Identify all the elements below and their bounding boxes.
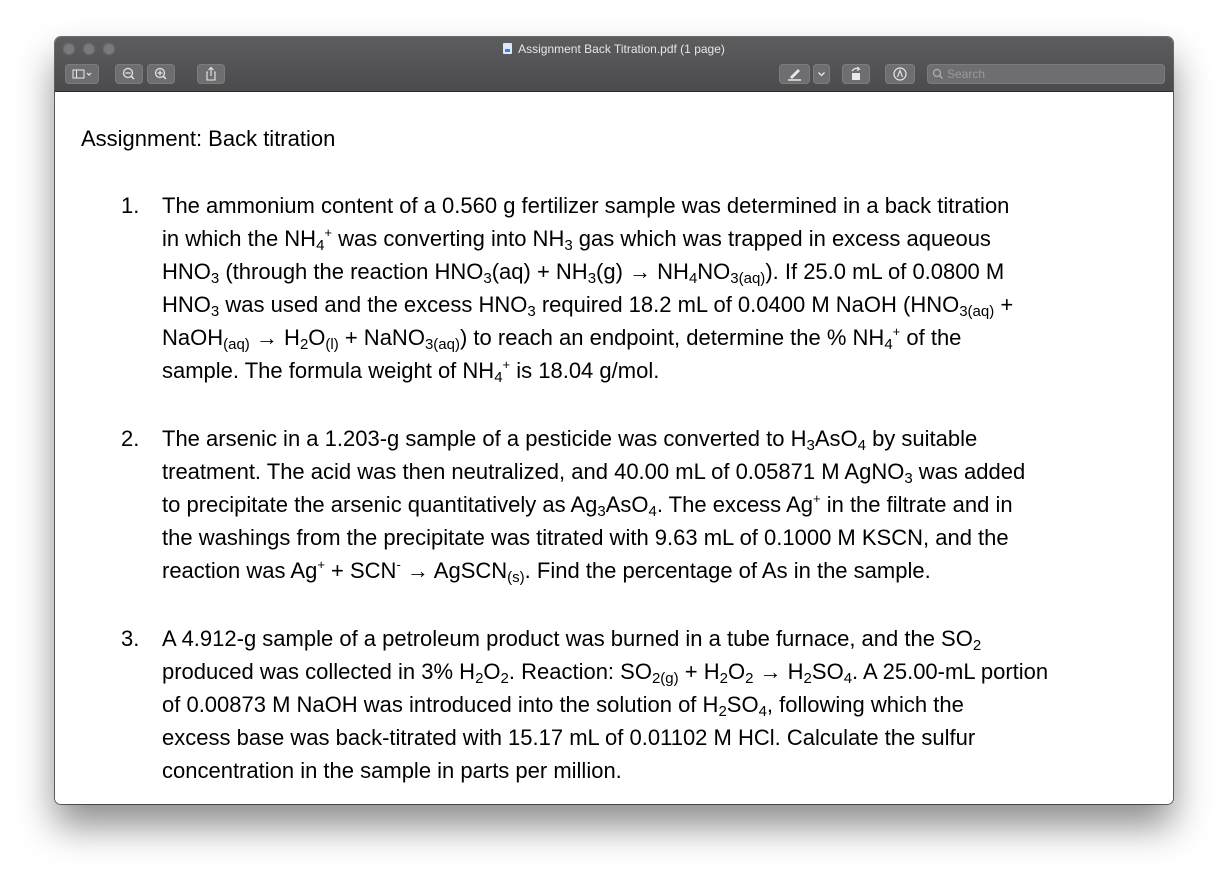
text-run: treatment. The acid was then neutralized, and 40.00 mL of 0.05871 M AgNO <box>162 459 905 484</box>
question-number: 1. <box>121 193 140 218</box>
search-field[interactable] <box>927 64 1165 84</box>
question-line <box>162 754 1161 787</box>
text-run: (aq) <box>223 336 250 353</box>
text-run: the washings from the precipitate was titrated with 9.63 mL of 0.1000 M KSCN, and the <box>162 525 1009 550</box>
markup-dropdown-button[interactable] <box>813 64 830 84</box>
text-run: SO <box>811 659 844 684</box>
text-run: 3(aq) <box>730 270 766 287</box>
text-run: 3 <box>210 303 220 320</box>
text-run: - <box>396 557 401 572</box>
text-run: + H <box>678 659 720 684</box>
text-run: The ammonium content of a 0.560 g fertilizer sample was determined in a back titration <box>162 193 1010 218</box>
question-line <box>162 655 1161 688</box>
question-number: 2. <box>121 426 140 451</box>
text-run: AsO <box>605 492 649 517</box>
text-run: . Reaction: SO <box>508 659 652 684</box>
pdf-document-icon <box>503 43 512 54</box>
text-run: HNO <box>162 259 211 284</box>
text-run: is 18.04 g/mol. <box>510 358 660 383</box>
sidebar-icon <box>69 64 95 84</box>
annotate-button[interactable] <box>885 64 915 84</box>
text-run: NaOH <box>162 325 224 350</box>
text-run: 4 <box>843 670 853 687</box>
text-run: 4 <box>688 270 698 287</box>
text-run: produced was collected in 3% H <box>162 659 476 684</box>
question-1 <box>121 189 1161 387</box>
question-text <box>121 422 1161 587</box>
text-run: (s) <box>507 569 525 586</box>
question-text <box>121 622 1161 787</box>
text-run: 3(aq) <box>424 336 460 353</box>
preview-window <box>55 37 1173 804</box>
text-run: required 18.2 mL of 0.0400 M NaOH (HNO <box>535 292 960 317</box>
text-run: reaction was Ag <box>162 558 318 583</box>
text-run: . The excess Ag <box>656 492 813 517</box>
text-run: 3 <box>587 270 597 287</box>
text-run: O <box>727 659 746 684</box>
text-run: A 4.912-g sample of a petroleum product was burned in a tube furnace, and the SO <box>162 626 973 651</box>
text-run: 4 <box>648 503 657 520</box>
text-run: O <box>308 325 326 350</box>
text-run: 2 <box>803 670 812 687</box>
text-run: 3 <box>597 503 606 520</box>
pen-icon <box>779 64 810 84</box>
question-line <box>162 288 1161 321</box>
question-line <box>162 488 1161 521</box>
text-run: HNO <box>162 292 211 317</box>
question-line <box>162 521 1161 554</box>
zoom-in-icon <box>147 64 175 84</box>
text-run: O <box>483 659 501 684</box>
text-run: + NaNO <box>338 325 425 350</box>
text-run: 3 <box>483 270 492 287</box>
text-run: 4 <box>316 237 325 254</box>
text-run: NO <box>697 259 731 284</box>
text-run: 2 <box>972 637 982 654</box>
text-run: was converting into NH <box>332 226 565 251</box>
question-3 <box>121 622 1161 787</box>
window-title <box>55 40 1173 58</box>
question-line <box>162 321 1161 354</box>
text-run: SO <box>726 692 759 717</box>
question-line <box>162 255 1161 288</box>
share-button[interactable] <box>197 64 225 84</box>
text-run: (through the reaction HNO <box>219 259 484 284</box>
text-run: to precipitate the arsenic quantitatively as Ag <box>162 492 598 517</box>
text-run: concentration in the sample in parts per million. <box>162 758 622 783</box>
markup-toolbar-icon <box>885 64 915 84</box>
text-run: AsO <box>814 426 858 451</box>
question-line <box>162 721 1161 754</box>
text-run: + <box>502 357 511 372</box>
rotate-icon <box>842 64 870 84</box>
text-run: + <box>317 557 325 572</box>
text-run: gas which was trapped in excess aqueous <box>572 226 991 251</box>
text-run: + <box>813 491 821 506</box>
sidebar-toggle-button[interactable] <box>65 64 99 84</box>
text-run: 4 <box>494 369 503 386</box>
text-run: ) to reach an endpoint, determine the % NH <box>459 325 885 350</box>
text-run: . A 25.00-mL portion <box>852 659 1049 684</box>
question-2 <box>121 422 1161 587</box>
text-run: in which the NH <box>162 226 317 251</box>
text-run: of the <box>900 325 962 350</box>
text-run: 2 <box>500 670 509 687</box>
rotate-button[interactable] <box>842 64 870 84</box>
text-run: (aq) + NH <box>491 259 588 284</box>
text-run: was used and the excess HNO <box>219 292 528 317</box>
zoom-in-button[interactable] <box>147 64 175 84</box>
question-line <box>162 354 1161 387</box>
text-run: 4 <box>758 703 767 720</box>
text-run: 2 <box>475 670 484 687</box>
window-title-text: Assignment Back Titration.pdf (1 page) <box>518 42 725 56</box>
pdf-page[interactable] <box>55 93 1173 804</box>
text-run: excess base was back-titrated with 15.17 mL of 0.01102 M HCl. Calculate the sulfur <box>162 725 976 750</box>
text-run: → H <box>249 325 300 350</box>
text-run: ). If 25.0 mL of 0.0800 M <box>765 259 1005 284</box>
text-run: 3 <box>564 237 573 254</box>
text-run: + <box>892 324 901 339</box>
zoom-out-icon <box>115 64 143 84</box>
text-run: by suitable <box>865 426 978 451</box>
markup-button[interactable] <box>779 64 810 84</box>
text-run: (l) <box>325 336 339 353</box>
text-run: The arsenic in a 1.203-g sample of a pesticide was converted to H <box>162 426 807 451</box>
text-run: 4 <box>857 437 866 454</box>
text-run: 2 <box>719 670 728 687</box>
text-run: was added <box>912 459 1026 484</box>
text-run: 4 <box>884 336 893 353</box>
text-run: 3 <box>210 270 220 287</box>
search-input[interactable] <box>947 64 1159 84</box>
question-line <box>162 554 1161 587</box>
search-icon <box>932 68 944 80</box>
text-run: 2 <box>745 670 754 687</box>
text-run: + <box>324 225 333 240</box>
text-run: 2 <box>718 703 727 720</box>
text-run: + <box>994 292 1014 317</box>
question-text <box>121 189 1161 387</box>
text-run: + SCN <box>324 558 397 583</box>
question-line <box>162 688 1161 721</box>
text-run: 2(g) <box>651 670 679 687</box>
text-run: → H <box>753 659 804 684</box>
question-line <box>162 422 1161 455</box>
text-run: in the filtrate and in <box>820 492 1013 517</box>
text-run: 3 <box>527 303 536 320</box>
share-icon <box>197 64 225 84</box>
question-line <box>162 622 1161 655</box>
question-line <box>162 222 1161 255</box>
question-number: 3. <box>121 626 140 651</box>
chevron-down-icon <box>813 64 830 84</box>
text-run: 3(aq) <box>959 303 995 320</box>
document-heading: Assignment: Back titration <box>81 126 336 151</box>
title-bar <box>55 37 1173 92</box>
text-run: → AgSCN <box>400 558 508 583</box>
text-run: of 0.00873 M NaOH was introduced into the solution of H <box>162 692 719 717</box>
text-run: . Find the percentage of As in the sample. <box>524 558 931 583</box>
text-run: 3 <box>904 470 913 487</box>
text-run: 3 <box>806 437 815 454</box>
text-run: sample. The formula weight of NH <box>162 358 495 383</box>
text-run: , following which the <box>766 692 964 717</box>
text-run: (g) → NH <box>596 259 689 284</box>
zoom-out-button[interactable] <box>115 64 143 84</box>
question-line <box>162 455 1161 488</box>
text-run: 2 <box>299 336 309 353</box>
question-line <box>162 189 1161 222</box>
